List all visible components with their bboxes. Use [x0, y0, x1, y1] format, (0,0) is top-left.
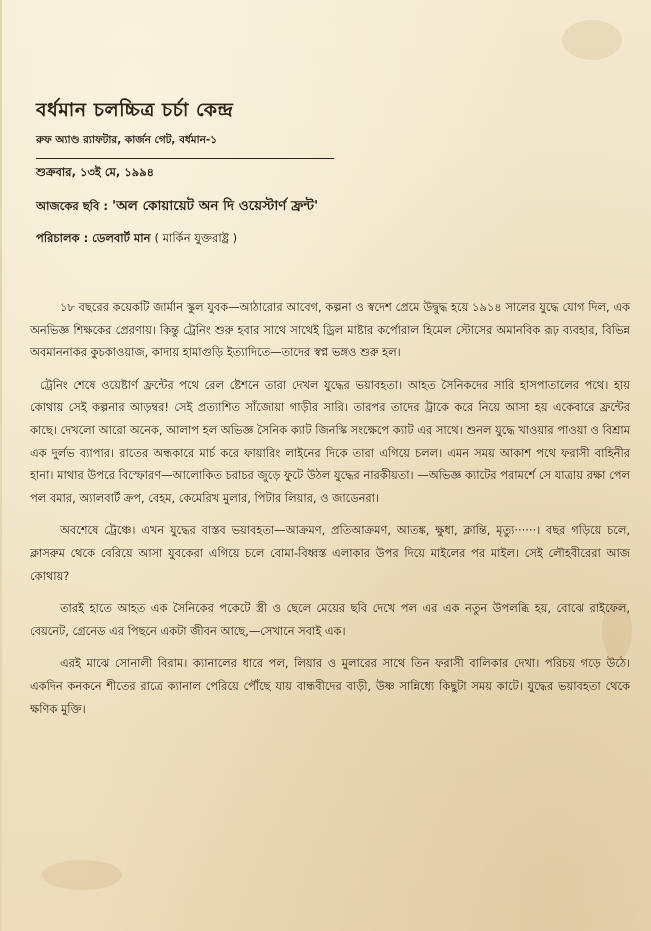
screening-info [36, 164, 616, 249]
director-country: ( মার্কিন যুক্তরাষ্ট্র ) [154, 231, 238, 245]
org-address: রুফ অ্যাণ্ড র‍্যাফটার, কার্জন গেট, বর্ধমান-১ [36, 133, 334, 159]
synopsis [30, 296, 630, 730]
film-row [36, 195, 616, 218]
film-title: 'অল কোয়ায়েট অন দি ওয়েস্টার্ণ ফ্রন্ট' [111, 198, 319, 214]
paper-stain [42, 860, 122, 890]
org-name: বর্ধমান চলচ্চিত্র চর্চা কেন্দ্র [36, 99, 234, 121]
synopsis-paragraph: এরই মাঝে সোনালী বিরাম। ক্যানালের ধারে পল, লিয়ার ও মুলারের সাথে তিন ফরাসী বালিকার দেখা। পরিচয় গড়ে উঠে। একদিন কনকনে শীতের রাত্রে ক্যানাল পেরিয়ে পৌঁছে যায় বান্ধবীদের বাড়ী, উষ্ণ সান্নিধ্যে কিছুটা সময় কাটে। যুদ্ধের ভয়াবহতা থেকে ক্ষণিক মুক্তি। [30, 656, 630, 716]
director-row [36, 230, 616, 249]
letterhead [36, 96, 336, 159]
synopsis-paragraph: অবশেষে ট্রেঞ্চে। এখন যুদ্ধের বাস্তব ভয়াবহতা—আক্রমণ, প্রতিআক্রমণ, আতঙ্ক, ক্ষুধা, ক্লান্তি, মৃত্যু······। বছর গড়িয়ে চলে, ক্লাসরুম থেকে বেরিয়ে আসা যুবকেরা এগিয়ে চলে বোমা-বিধ্বস্ত এলাকার উপর দিয়ে মাইলের পর মাইল। সেই লৌহবীরেরা আজ কোথায়? [30, 523, 630, 583]
synopsis-paragraph: ১৮ বছরের কয়েকটি জার্মান স্কুল যুবক—আঠারোর আবেগ, কল্পনা ও স্বদেশ প্রেমে উদ্বুদ্ধ হয়ে ১৯১৪ সালের যুদ্ধে যোগ দিল, এক অনভিজ্ঞ শিক্ষকের প্রেরণায়। কিন্তু ট্রেনিং শুরু হবার সাথে সাথেই ড্রিল মাষ্টার কর্পোরাল হিমেল স্টোসের অমানবিক রূঢ় ব্যবহার, বিভিন্ন অবমাননাকর কুচকাওয়াজ, কাদায় হামাগুড়ি ইত্যাদিতে—তাদের স্বপ্ন ভঙ্গও শুরু হল। [30, 300, 630, 360]
screening-date: শুক্রবার, ১৩ই মে, ১৯৯৪ [36, 165, 155, 179]
synopsis-paragraph: তারই হাতে আহত এক সৈনিকের পকেটে স্ত্রী ও ছেলে মেয়ের ছবি দেখে পল এর এক নতুন উপলব্ধি হয়, বোঝে রাইফেল, বেয়নেট, গ্রেনেড এর পিছনে একটা জীবন আছে,—সেখানে সবাই এক। [30, 601, 630, 638]
paper-stain [562, 20, 622, 60]
synopsis-paragraph: ট্রেনিং শেষে ওয়েষ্টার্ণ ফ্রন্টের পথে রেল ষ্টেশনে তারা দেখল যুদ্ধের ভয়াবহতা। আহত সৈনিকদের সারি হাসপাতালের পথে। হায় কোথায় সেই কল্পনার আড়ম্বর! সেই প্রত্যাশিত সাঁজোয়া গাড়ীর সারি। তারপর তাদের ট্রাকে করে নিয়ে আসা হয় একেবারে ফ্রন্টের কাছে। দেখলো আরো অনেক, আলাপ হল অভিজ্ঞ সৈনিক ক্যাট জিনস্কি সংক্ষেপে ক্যাট এর সাথে। শুনল যুদ্ধে খাওয়ার পাওয়া ও বিশ্রাম এক দুর্লভ ব্যাপার। রাতের অন্ধকারে মার্চ করে ফায়ারিং লাইনের দিকে তারা এগিয়ে চলল। এমন সময় আকাশ পথে ফরাসী বাহিনীর হানা। মাথার উপরে বিস্ফোরণ—আলোকিত চরাচর জুড়ে ফুটে উঠল যুদ্ধের নারকীয়তা। —অভিজ্ঞ ক্যাটের পরামর্শে সে যাত্রায় রক্ষা পেল পল বমার, অ্যালবার্ট ক্রপ, বেহম, কেমেরিখ মুলার, পিটার লিয়ার, ও জাডেনরা। [30, 377, 630, 505]
director-label: পরিচালক : ডেলবার্ট মান [36, 231, 151, 245]
film-label: আজকের ছবি : [36, 199, 108, 213]
